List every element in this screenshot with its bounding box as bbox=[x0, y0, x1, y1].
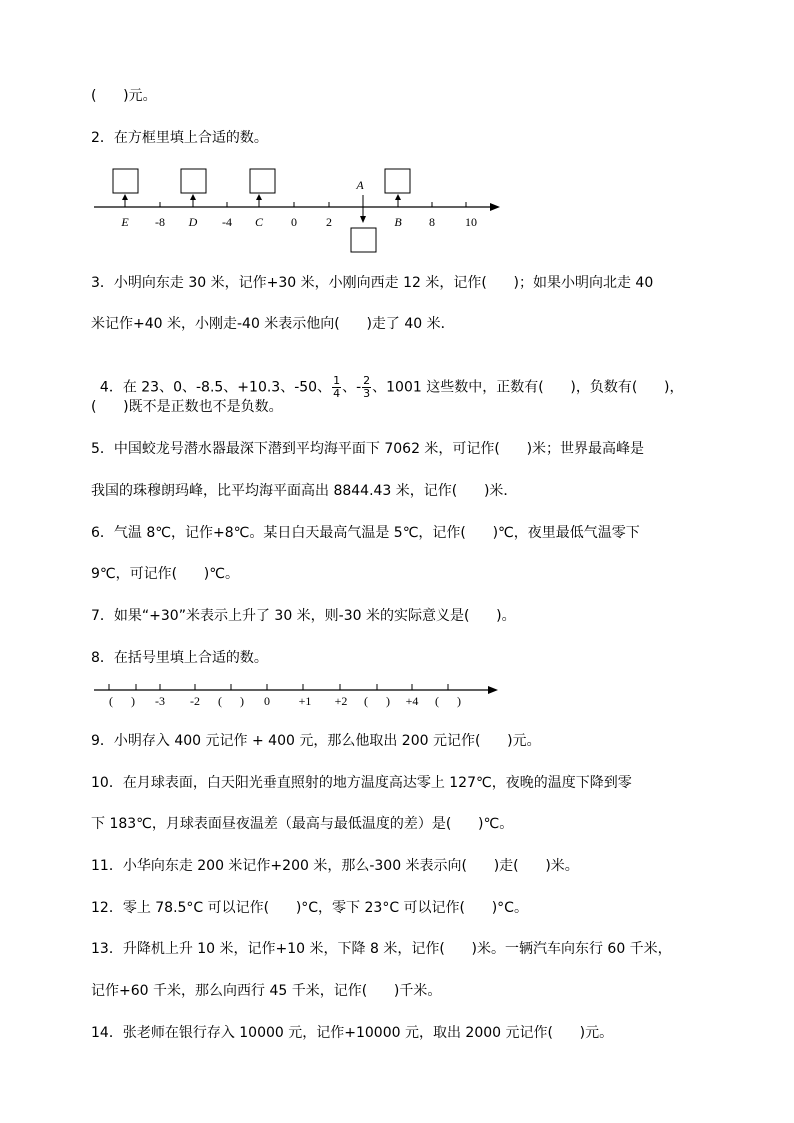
question-7: 7．如果“+30”米表示上升了 30 米，则-30 米的实际意义是( )。 bbox=[91, 608, 516, 624]
number-line-2 bbox=[90, 678, 510, 708]
answer-box-a bbox=[351, 228, 376, 252]
tick-label: B bbox=[394, 215, 402, 229]
tick-label: ( ) bbox=[364, 694, 390, 708]
answer-box-c bbox=[250, 169, 275, 193]
number-line-2-arrowhead bbox=[488, 686, 498, 694]
point-a-label: A bbox=[356, 178, 364, 192]
arrow-up-icon bbox=[256, 194, 262, 200]
fraction-two-thirds: $\frac{2}{3}$ bbox=[363, 374, 371, 400]
question-10-line-2: 下 183℃，月球表面昼夜温差（最高与最低温度的差）是( )℃。 bbox=[91, 816, 514, 832]
tick-label: +2 bbox=[334, 694, 348, 708]
answer-box-b bbox=[385, 169, 410, 193]
arrow-down-icon bbox=[360, 216, 366, 223]
question-2: 2．在方框里填上合适的数。 bbox=[91, 130, 268, 146]
tick-label: C bbox=[254, 215, 264, 229]
arrow-up-icon bbox=[190, 194, 196, 200]
tick-label: +1 bbox=[298, 694, 312, 708]
tick-label: E bbox=[121, 215, 129, 229]
arrow-up-icon bbox=[395, 194, 401, 200]
question-10-line-1: 10．在月球表面，白天阳光垂直照射的地方温度高达零上 127℃，夜晚的温度下降到零 bbox=[91, 775, 632, 791]
number-line-2-ticks bbox=[109, 684, 448, 690]
question-4-text-mid: 、- bbox=[342, 379, 362, 396]
question-4-line-1 bbox=[91, 357, 683, 400]
tick-label: ( ) bbox=[218, 694, 244, 708]
tick-label: -2 bbox=[190, 694, 200, 708]
question-3-line-1: 3．小明向东走 30 米，记作+30 米，小刚向西走 12 米，记作( )；如果小明向北走 40 bbox=[91, 275, 654, 291]
tick-label: 0 bbox=[291, 215, 297, 229]
question-5-line-2: 我国的珠穆朗玛峰，比平均海平面高出 8844.43 米，记作( )米． bbox=[91, 483, 518, 499]
question-8: 8．在括号里填上合适的数。 bbox=[91, 650, 268, 666]
tick-label: ( ) bbox=[109, 694, 135, 708]
tick-label: 10 bbox=[465, 215, 477, 229]
question-12: 12．零上 78.5°C 可以记作( )°C，零下 23°C 可以记作( )°C。 bbox=[91, 900, 528, 916]
tick-label: -3 bbox=[155, 694, 165, 708]
fraction-one-quarter: $\frac{1}{4}$ bbox=[333, 374, 341, 400]
question-4-text-pre: 4．在 23、0、-8.5、+10.3、-50、 bbox=[99, 379, 332, 396]
question-6-line-1: 6．气温 8℃，记作+8℃。某日白天最高气温是 5℃，记作( )℃，夜里最低气温零下 bbox=[91, 525, 640, 541]
question-13-line-1: 13．升降机上升 10 米，记作+10 米，下降 8 米，记作( )米。一辆汽车向东行 60 千米， bbox=[91, 941, 672, 957]
question-14: 14．张老师在银行存入 10000 元，记作+10000 元，取出 2000 元记作( )元。 bbox=[91, 1025, 614, 1041]
question-9: 9．小明存入 400 元记作 + 400 元，那么他取出 200 元记作( )元。 bbox=[91, 733, 541, 749]
tick-label: D bbox=[188, 215, 198, 229]
tick-label: -8 bbox=[155, 215, 165, 229]
number-line-1-ticks bbox=[125, 202, 466, 207]
tick-label: 0 bbox=[264, 694, 270, 708]
question-4-line-2: ( )既不是正数也不是负数。 bbox=[91, 399, 283, 415]
tick-label: 8 bbox=[429, 215, 435, 229]
question-5-line-1: 5．中国蛟龙号潜水器最深下潜到平均海平面下 7062 米，可记作( )米；世界最高峰是 bbox=[91, 441, 645, 457]
question-13-line-2: 记作+60 千米，那么向西行 45 千米，记作( )千米。 bbox=[91, 983, 442, 999]
question-3-line-2: 米记作+40 米，小刚走-40 米表示他向( )走了 40 米． bbox=[91, 316, 455, 332]
number-line-1 bbox=[90, 165, 510, 260]
answer-box-e bbox=[113, 169, 138, 193]
tick-label: 2 bbox=[326, 215, 332, 229]
line-answer-continuation: ( )元。 bbox=[91, 88, 157, 104]
tick-label: +4 bbox=[405, 694, 419, 708]
number-line-1-arrowhead bbox=[490, 203, 500, 211]
question-4-text-post: 、1001 这些数中，正数有( )，负数有( )， bbox=[372, 379, 684, 396]
tick-label: ( ) bbox=[435, 694, 461, 708]
tick-label: -4 bbox=[222, 215, 232, 229]
arrow-up-icon bbox=[122, 194, 128, 200]
question-6-line-2: 9℃，可记作( )℃。 bbox=[91, 566, 239, 582]
question-11: 11．小华向东走 200 米记作+200 米，那么-300 米表示向( )走( )米。 bbox=[91, 858, 579, 874]
answer-box-d bbox=[181, 169, 206, 193]
